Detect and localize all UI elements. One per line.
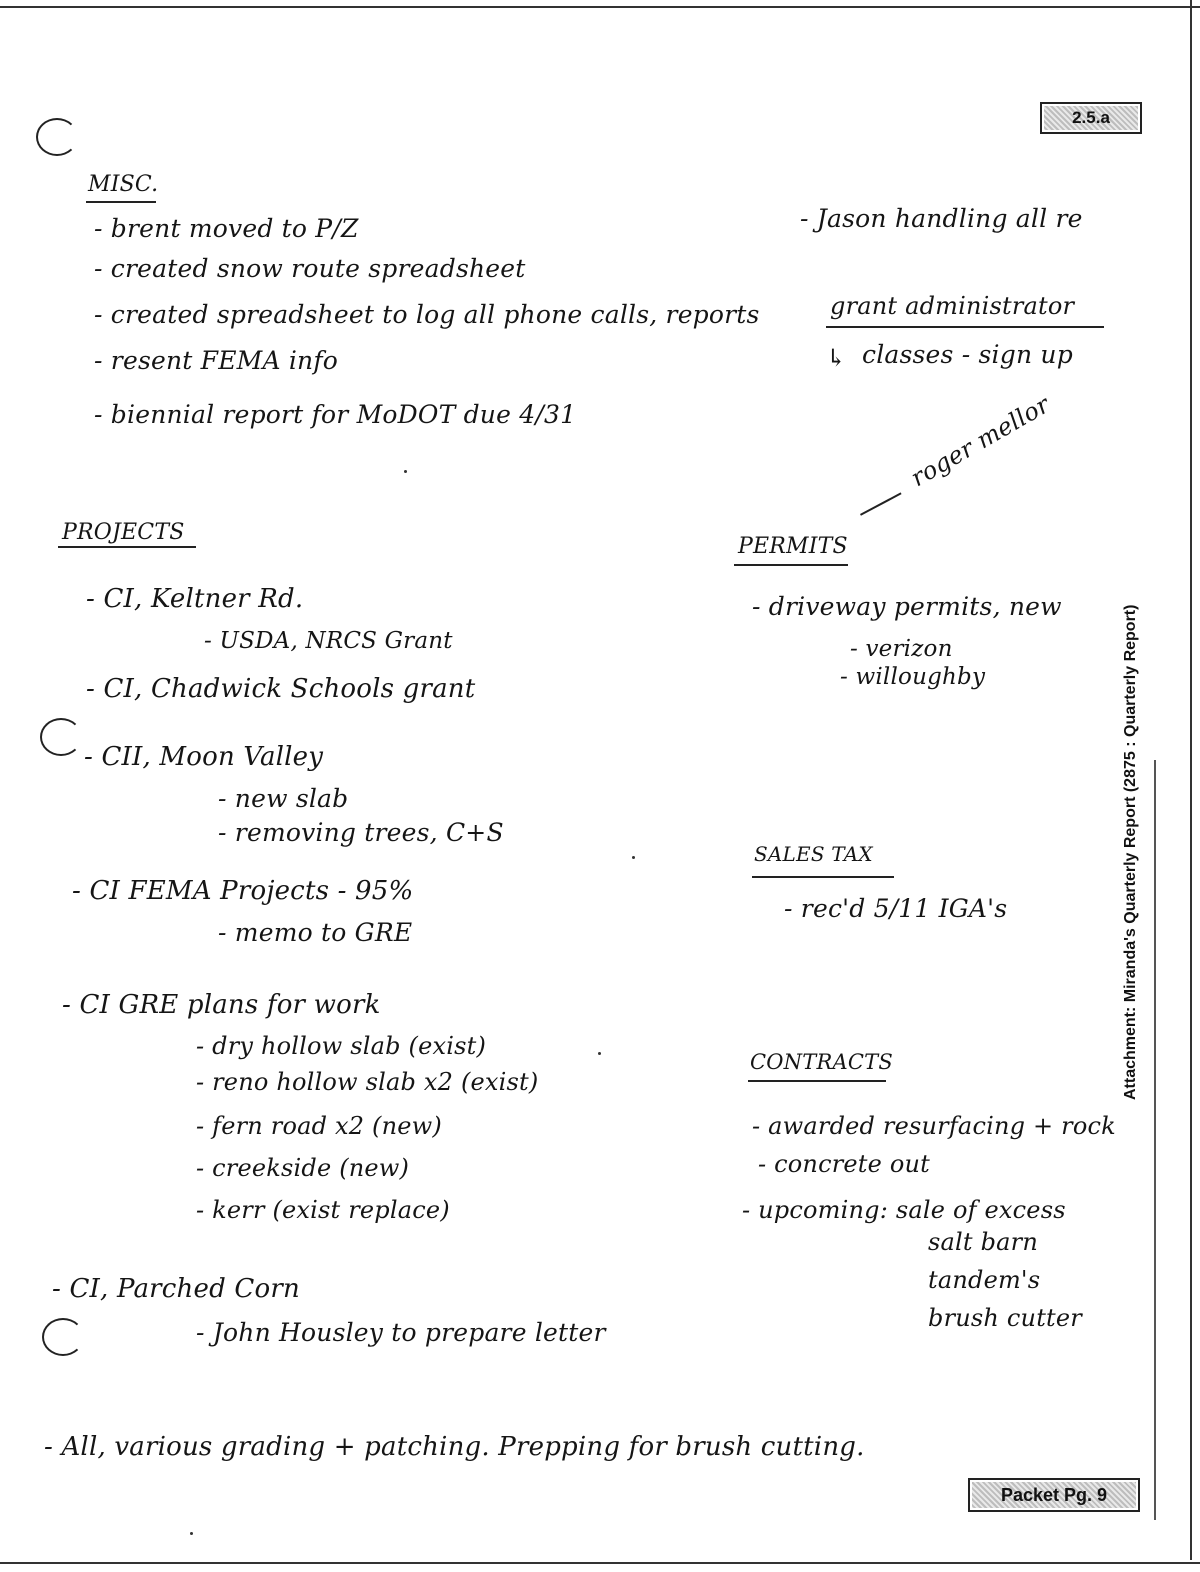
project-line: - new slab [218, 784, 349, 813]
grant-admin-underline [826, 326, 1104, 328]
scan-speck [190, 1532, 193, 1535]
project-line: - dry hollow slab (exist) [196, 1032, 487, 1060]
sales-tax-heading: SALES TAX [754, 842, 873, 866]
punch-hole-bottom [42, 1318, 84, 1356]
punch-hole-middle [40, 718, 82, 756]
project-line: - fern road x2 (new) [196, 1112, 442, 1140]
permits-underline [734, 564, 848, 566]
right-border [1190, 0, 1192, 1560]
misc-item: - created snow route spreadsheet [94, 254, 526, 283]
project-line: - CI, Parched Corn [52, 1274, 300, 1304]
contract-line: salt barn [928, 1228, 1038, 1256]
sales-tax-underline [752, 876, 894, 878]
misc-heading: MISC. [88, 172, 159, 197]
permit-line: - verizon [850, 636, 953, 662]
contract-line: brush cutter [928, 1304, 1082, 1332]
misc-item: - biennial report for MoDOT due 4/31 [94, 400, 577, 429]
project-line: - kerr (exist replace) [196, 1196, 450, 1224]
side-attachment: Attachment: Miranda's Quarterly Report (2875 : Quarterly Report) [1122, 604, 1139, 1100]
jason-note: - Jason handling all re [800, 204, 1083, 233]
project-line: - reno hollow slab x2 (exist) [196, 1068, 539, 1096]
roger-note: roger mellor [906, 390, 1055, 493]
arrow-icon: ↳ [826, 344, 847, 372]
project-line: - John Housley to prepare letter [196, 1318, 606, 1347]
grant-admin-note: grant administrator [830, 292, 1075, 320]
projects-heading: PROJECTS [62, 520, 185, 545]
scan-speck [404, 470, 407, 473]
permit-line: - willoughby [840, 664, 986, 690]
bottom-note: - All, various grading + patching. Prepping for brush cutting. [44, 1432, 865, 1462]
contract-line: - concrete out [758, 1150, 931, 1178]
project-line: - USDA, NRCS Grant [204, 628, 453, 654]
roger-connector [860, 492, 902, 515]
contract-line: - upcoming: sale of excess [742, 1196, 1066, 1224]
classes-note: classes - sign up [862, 340, 1073, 369]
contract-line: tandem's [928, 1266, 1041, 1294]
misc-item: - created spreadsheet to log all phone calls, reports [94, 300, 760, 329]
stamp-top: 2.5.a [1040, 102, 1142, 134]
projects-underline [58, 546, 196, 548]
contract-line: - awarded resurfacing + rock [752, 1112, 1116, 1140]
scan-speck [632, 856, 635, 859]
permit-line: - driveway permits, new [752, 592, 1062, 621]
project-line: - CI FEMA Projects - 95% [72, 876, 414, 906]
contracts-heading: CONTRACTS [750, 1050, 893, 1074]
project-line: - CI GRE plans for work [62, 990, 381, 1020]
side-rule [1154, 760, 1156, 1520]
project-line: - CI, Chadwick Schools grant [86, 674, 476, 704]
permits-heading: PERMITS [738, 534, 848, 559]
top-border [0, 6, 1200, 8]
misc-underline [86, 201, 156, 203]
project-line: - removing trees, C+S [218, 818, 504, 847]
misc-item: - brent moved to P/Z [94, 214, 359, 243]
stamp-bottom: Packet Pg. 9 [968, 1478, 1140, 1512]
project-line: - CII, Moon Valley [84, 742, 324, 772]
scan-speck [598, 1052, 601, 1055]
project-line: - CI, Keltner Rd. [86, 584, 304, 614]
sales-tax-line: - rec'd 5/11 IGA's [784, 894, 1008, 923]
project-line: - creekside (new) [196, 1154, 410, 1182]
misc-item: - resent FEMA info [94, 346, 339, 375]
project-line: - memo to GRE [218, 918, 413, 947]
bottom-border [0, 1562, 1200, 1564]
contracts-underline [748, 1080, 886, 1082]
punch-hole-top [36, 118, 78, 156]
